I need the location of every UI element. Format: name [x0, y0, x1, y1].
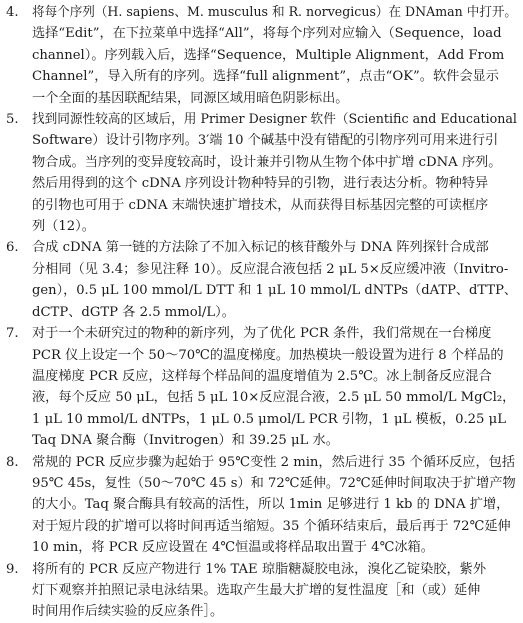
step-number: 4. [6, 5, 19, 20]
step-text-line: 常规的 PCR 反应步骤为起始于 95℃变性 2 min，然后进行 35 个循环反应，包括 [32, 454, 516, 470]
step-text-line: 10 min，将 PCR 反应设置在 4℃恒温或将样品取出置于 4℃冰箱。 [32, 540, 434, 556]
protocol-step [6, 323, 517, 451]
step-text-line: Software）设计引物序列。3′端 10 个碱基中没有错配的引物序列可用来进行引 [32, 133, 499, 149]
step-text-line: 对于短片段的扩增可以将时间再适当缩短。35 个循环结束后，最后再于 72℃延伸 [32, 518, 511, 534]
step-number: 7. [6, 326, 19, 342]
protocol-step [6, 452, 517, 559]
step-text-line: 分相同（见 3.4；参见注释 10）。反应混合液包括 2 μL 5×反应缓冲液（Invitro- [32, 261, 509, 277]
step-text-line: 合成 cDNA 第一链的方法除了不加入标记的核苷酸外与 DNA 阵列探针合成部 [32, 240, 489, 256]
step-text-line: dCTP、dGTP 各 2.5 mmol/L）。 [32, 304, 235, 320]
step-text-line: 然后用得到的这个 cDNA 序列设计物种特异的引物，进行表达分析。物种特异 [32, 176, 489, 192]
step-text-line: 一个全面的基因联配结果，同源区域用暗色阴影标出。 [32, 90, 349, 106]
step-text-line: 的大小。Taq 聚合酶具有较高的活性，所以 1min 足够进行 1 kb 的 DNA 扩增， [32, 497, 510, 513]
protocol-step [6, 559, 517, 623]
step-text-line: Taq DNA 聚合酶（Invitrogen）和 39.25 μL 水。 [32, 433, 339, 449]
step-text-line: 对于一个未研究过的物种的新序列，为了优化 PCR 条件，我们常规在一台梯度 [32, 326, 492, 342]
step-text-line: 95℃ 45s，复性（50～70℃ 45 s）和 72℃延伸。72℃延伸时间取决于扩增产物 [32, 475, 516, 491]
step-text-line: 的引物也可用于 cDNA 末端快速扩增技术，从而获得目标基因完整的可读框序 [32, 197, 489, 213]
step-text-line: 液，每个反应 50 μL，包括 5 μL 10×反应混合液，2.5 μL 50 mmol/L MgCl₂， [32, 390, 516, 406]
step-text-line: 找到同源性较高的区域后，用 Primer Designer 软件（Scientific and Educational [32, 112, 517, 128]
step-text-line: 物合成。当序列的变异度较高时，设计兼并引物从生物个体中扩增 cDNA 序列。 [32, 154, 502, 170]
step-text-line: 列（12）。 [32, 219, 95, 235]
step-text-line: Channel”，导入所有的序列。选择“full alignment”，点击“OK”。软件会显示 [32, 69, 499, 85]
step-text-line: 时间用作后续实验的反应条件］。 [32, 604, 224, 620]
step-number: 9. [6, 561, 19, 577]
step-text-line: 1 μL 10 mmol/L dNTPs，1 μL 0.5 μmol/L PCR 引物，1 μL 模板，0.25 μL [32, 411, 506, 427]
step-text-line: channel）。序列载入后，选择“Sequence，Multiple Alignment，Add From [32, 47, 505, 63]
protocol-step [6, 109, 517, 237]
step-text-line: PCR 仪上设定一个 50～70℃的温度梯度。加热模块一般设置为进行 8 个样品的 [32, 347, 504, 363]
step-text-line: 选择“Edit”，在下拉菜单中选择“All”，将每个序列对应输入（Sequence，load [32, 26, 502, 42]
step-text-line: 将所有的 PCR 反应产物进行 1% TAE 琼脂糖凝胶电泳，溴化乙锭染胶，紫外 [32, 561, 487, 577]
protocol-step [6, 2, 517, 109]
protocol-step [6, 237, 517, 323]
protocol-steps-list [6, 2, 517, 623]
step-text-line: gen），0.5 μL 100 mmol/L DTT 和 1 μL 10 mmol/L dNTPs（dATP、dTTP、 [32, 283, 518, 299]
step-number: 5. [6, 112, 19, 128]
step-number: 8. [6, 454, 19, 470]
step-text-line: 温度梯度 PCR 反应，这样每个样品间的温度增值为 2.5℃。冰上制备反应混合 [32, 368, 492, 384]
step-number: 6. [6, 240, 19, 256]
step-text-line: 灯下观察并拍照记录电泳结果。选取产生最大扩增的复性温度［和（或）延伸 [32, 582, 481, 598]
step-text-line: 将每个序列（H. sapiens、M. musculus 和 R. norvegicus）在 DNAman 中打开。 [32, 5, 517, 20]
